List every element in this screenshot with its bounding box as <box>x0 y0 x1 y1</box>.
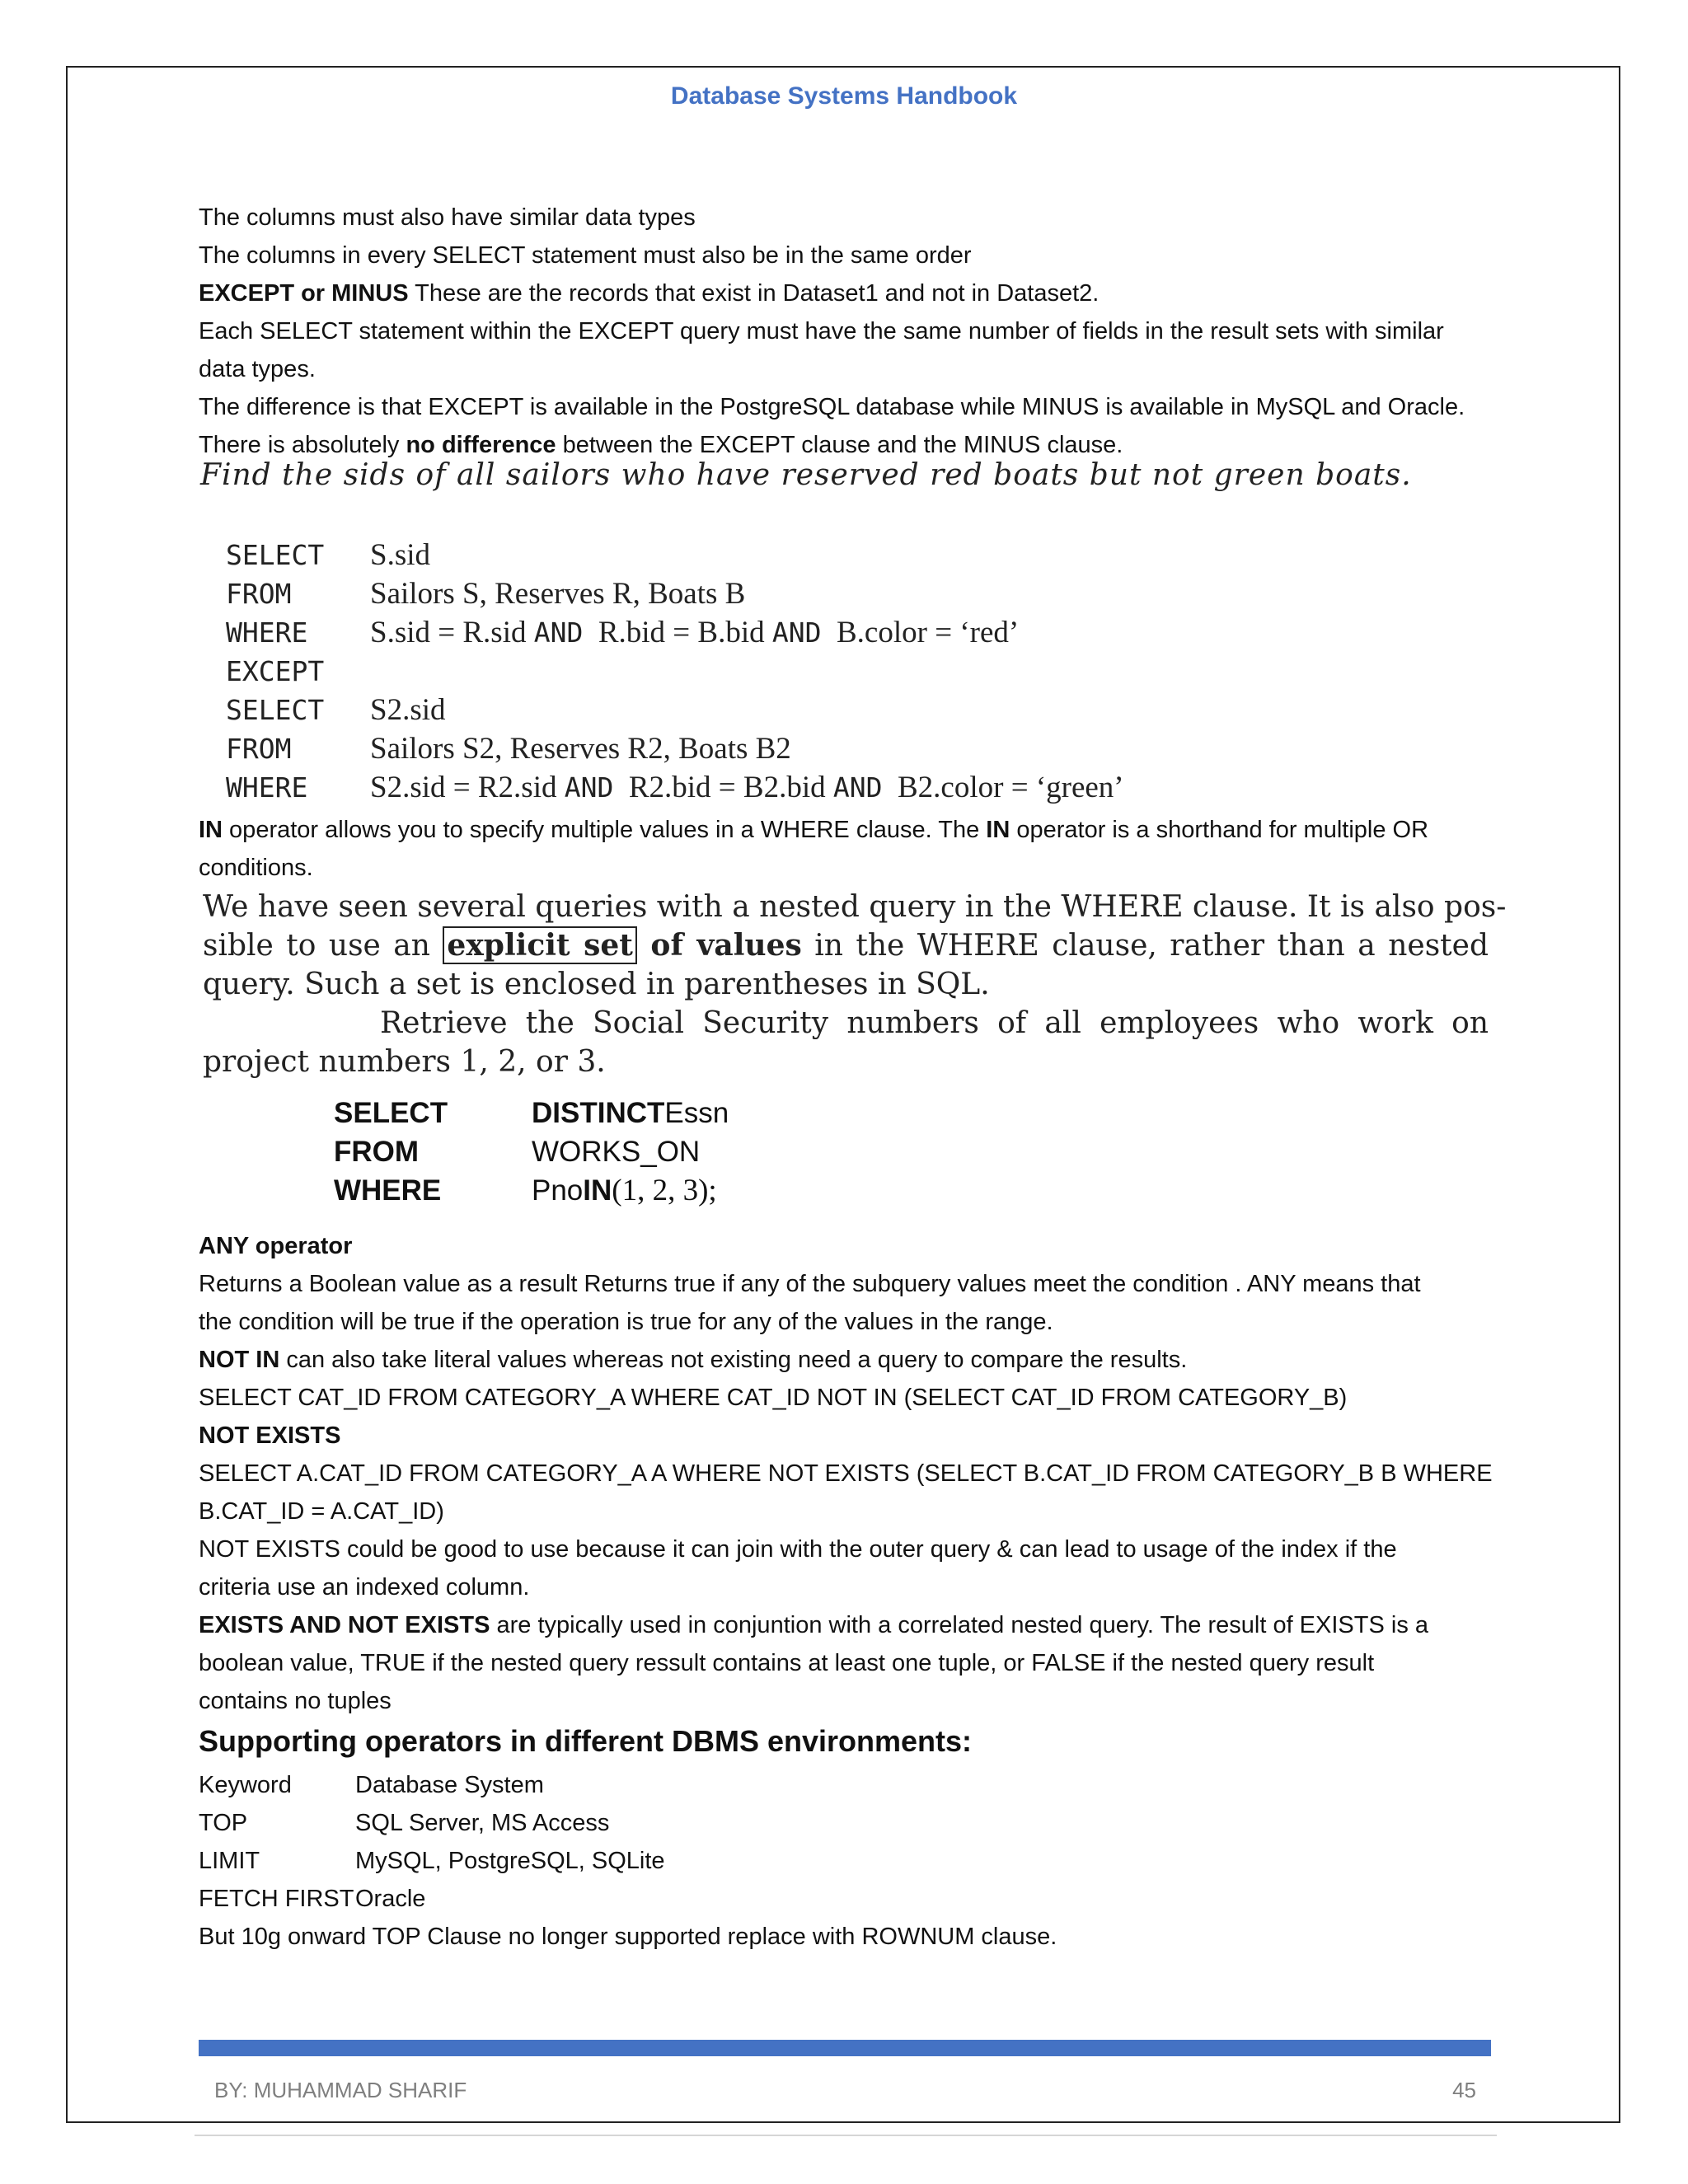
col-keyword-header: Keyword <box>199 1772 292 1798</box>
in-keyword: IN <box>199 817 223 843</box>
except-definition <box>199 274 1497 312</box>
keyword-cell: TOP <box>199 1810 248 1836</box>
sql-condition: S.sid = R.sid <box>370 616 527 649</box>
not-exists-sql-1: SELECT A.CAT_ID FROM CATEGORY_A A WHERE NOT EXISTS (SELECT B.CAT_ID FROM CATEGORY_B B WHERE <box>199 1460 1493 1487</box>
excerpt-text: in the WHERE clause, rather than a nested <box>801 929 1489 963</box>
any-line-1: Returns a Boolean value as a result Returns true if any of the subquery values meet the condition . ANY means that <box>199 1271 1421 1297</box>
example-question: Find the sids of all sailors who have reserved red boats but not green boats. <box>200 458 1412 492</box>
excerpt-bold: of values <box>636 928 802 963</box>
sql-and: AND <box>533 616 584 649</box>
support-section-heading: Supporting operators in different DBMS environments: <box>199 1724 973 1758</box>
any-operator-section <box>199 1227 1497 1720</box>
sql-row <box>226 652 1124 691</box>
exists-description: are typically used in conjuntion with a correlated nested query. The result of EXISTS is a <box>490 1612 1429 1638</box>
sql-row <box>226 768 1124 807</box>
footer-bar <box>199 2040 1491 2056</box>
in-text: operator allows you to specify multiple values in a WHERE clause. The <box>223 817 987 843</box>
sql-row <box>334 1094 729 1132</box>
sql-and: AND <box>832 771 883 804</box>
keyword-table-header <box>199 1766 665 1804</box>
except-minus-difference: The difference is that EXCEPT is available in the PostgreSQL database while MINUS is available in MySQL and Oracle. <box>199 394 1465 420</box>
exists-note-1 <box>199 1606 1497 1644</box>
in-sql-example <box>334 1094 729 1210</box>
exists-note-2: boolean value, TRUE if the nested query ressult contains at least one tuple, or FALSE if the nested query result <box>199 1650 1375 1676</box>
bottom-rule <box>195 2135 1497 2136</box>
sql-row <box>334 1171 729 1210</box>
sql-value: Sailors S, Reserves R, Boats B <box>370 577 746 611</box>
sql-row <box>226 536 1124 574</box>
keyword-cell: FETCH FIRST <box>199 1886 354 1912</box>
sql-condition: R2.bid = B2.bid <box>628 771 826 804</box>
sql-keyword: SELECT <box>226 694 325 726</box>
sql-value: (1, 2, 3); <box>612 1174 717 1207</box>
sql-value: S.sid <box>370 538 431 572</box>
in-keyword: IN <box>986 817 1010 843</box>
sql-keyword-inline: IN <box>583 1174 612 1207</box>
intro-paragraph-1: The columns must also have similar data types <box>199 204 696 231</box>
excerpt-line-1: We have seen several queries with a nested query in the WHERE clause. It is also pos- <box>203 890 1507 924</box>
sql-row <box>226 691 1124 729</box>
intro-section <box>199 199 1497 464</box>
footer-page-number: 45 <box>1452 2078 1476 2102</box>
sql-value: Sailors S2, Reserves R2, Boats B2 <box>370 732 791 766</box>
in-operator-line-2: conditions. <box>199 855 313 881</box>
in-operator-section <box>199 811 1497 887</box>
sql-keyword: FROM <box>334 1136 420 1168</box>
sql-keyword-inline: DISTINCT <box>532 1097 665 1129</box>
sql-row <box>226 613 1124 652</box>
sql-keyword: WHERE <box>226 771 308 804</box>
not-in-description: can also take literal values whereas not existing need a query to compare the results. <box>279 1347 1188 1373</box>
except-sql-example <box>226 536 1124 807</box>
in-text: operator is a shorthand for multiple OR <box>1010 817 1429 843</box>
database-cell: Oracle <box>355 1886 426 1912</box>
keyword-table <box>199 1766 665 1918</box>
not-in-note <box>199 1341 1497 1379</box>
sql-keyword: FROM <box>226 733 292 765</box>
no-difference-bold: no difference <box>406 432 556 458</box>
keyword-table-row <box>199 1880 665 1918</box>
sql-keyword: FROM <box>226 578 292 610</box>
exists-note-3: contains no tuples <box>199 1688 392 1714</box>
sql-condition: S2.sid = R2.sid <box>370 771 557 804</box>
no-difference-post: between the EXCEPT clause and the MINUS clause. <box>556 432 1123 458</box>
not-in-term: NOT IN <box>199 1347 280 1373</box>
database-cell: SQL Server, MS Access <box>355 1810 610 1836</box>
sql-value: Essn <box>664 1097 729 1129</box>
not-exists-note-1: NOT EXISTS could be good to use because it can join with the outer query & can lead to usage of the index if the <box>199 1536 1397 1563</box>
page-header-title: Database Systems Handbook <box>670 82 1018 110</box>
excerpt-query-statement: Retrieve the Social Security numbers of all employees who work on <box>380 1006 1489 1040</box>
keyword-cell: LIMIT <box>199 1848 260 1874</box>
sql-and: AND <box>564 771 614 804</box>
not-exists-heading-text: NOT EXISTS <box>199 1422 341 1449</box>
intro-paragraph-2: The columns in every SELECT statement must also be in the same order <box>199 242 972 269</box>
sql-keyword: EXCEPT <box>226 655 325 687</box>
sql-condition: B.color = ‘red’ <box>837 616 1020 649</box>
database-cell: MySQL, PostgreSQL, SQLite <box>355 1848 665 1874</box>
excerpt-line-5: project numbers 1, 2, or 3. <box>203 1045 606 1079</box>
sql-keyword: WHERE <box>334 1174 442 1207</box>
not-in-sql: SELECT CAT_ID FROM CATEGORY_A WHERE CAT_ID NOT IN (SELECT CAT_ID FROM CATEGORY_B) <box>199 1385 1348 1411</box>
sql-condition: B2.color = ‘green’ <box>898 771 1124 804</box>
book-excerpt <box>203 888 1507 1081</box>
any-operator-heading <box>199 1227 1497 1265</box>
excerpt-line-3: query. Such a set is enclosed in parentheses in SQL. <box>203 968 990 1001</box>
sql-keyword: SELECT <box>226 539 325 571</box>
sql-keyword: SELECT <box>334 1097 448 1129</box>
excerpt-line-2 <box>203 926 1489 965</box>
footer-author: BY: MUHAMMAD SHARIF <box>214 2078 467 2102</box>
in-operator-line-1 <box>199 811 1497 849</box>
keyword-table-row <box>199 1842 665 1880</box>
sql-and: AND <box>771 616 822 649</box>
sql-condition: R.bid = B.bid <box>598 616 765 649</box>
no-difference-pre: There is absolutely <box>199 432 406 458</box>
keyword-table-row <box>199 1804 665 1842</box>
except-rule-line-2: data types. <box>199 356 316 382</box>
sql-value: WORKS_ON <box>532 1136 701 1168</box>
except-description: These are the records that exist in Dataset1 and not in Dataset2. <box>408 280 1100 307</box>
exists-term: EXISTS AND NOT EXISTS <box>199 1612 490 1638</box>
not-exists-note-2: criteria use an indexed column. <box>199 1574 530 1601</box>
col-database-header: Database System <box>355 1772 544 1798</box>
rownum-note: But 10g onward TOP Clause no longer supported replace with ROWNUM clause. <box>199 1924 1057 1950</box>
any-heading-text: ANY operator <box>199 1233 353 1259</box>
except-term: EXCEPT or MINUS <box>199 280 409 307</box>
sql-keyword: WHERE <box>226 616 308 649</box>
excerpt-text: sible to use an <box>203 929 443 963</box>
sql-row <box>334 1132 729 1171</box>
sql-row <box>226 729 1124 768</box>
not-exists-sql-2: B.CAT_ID = A.CAT_ID) <box>199 1498 444 1525</box>
sql-value: Pno <box>532 1174 584 1207</box>
any-line-2: the condition will be true if the operation is true for any of the values in the range. <box>199 1309 1053 1335</box>
sql-value: S2.sid <box>370 693 446 727</box>
sql-row <box>226 574 1124 613</box>
except-rule-line-1: Each SELECT statement within the EXCEPT query must have the same number of fields in the result sets with similar <box>199 318 1444 344</box>
not-exists-heading <box>199 1417 1497 1455</box>
explicit-set-highlight: explicit set <box>443 926 636 964</box>
